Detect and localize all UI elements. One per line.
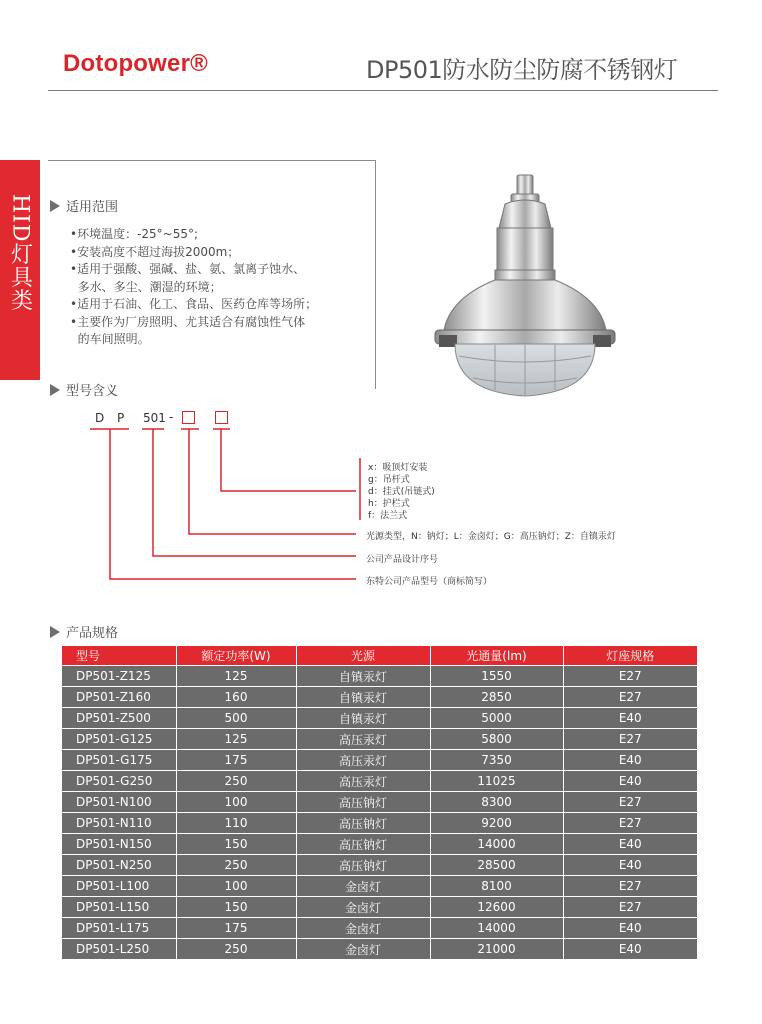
table-cell: 金卤灯	[296, 918, 430, 939]
table-row	[62, 918, 697, 939]
table-cell: DP501-N250	[62, 855, 176, 876]
table-row	[62, 708, 697, 729]
table-cell: 12600	[430, 897, 563, 918]
table-cell: DP501-G125	[62, 729, 176, 750]
table-cell: 5000	[430, 708, 563, 729]
usage-line: •环境温度：-25°~55°;	[70, 227, 199, 241]
table-cell: E27	[563, 666, 697, 687]
table-cell: 9200	[430, 813, 563, 834]
table-cell: 5800	[430, 729, 563, 750]
table-cell: DP501-Z125	[62, 666, 176, 687]
light-source-note: 光源类型，N：钠灯；L：金卤灯；G：高压钠灯；Z：自镇汞灯	[366, 532, 616, 542]
lamp-product-image	[425, 170, 625, 405]
table-cell: 高压钠灯	[296, 855, 430, 876]
table-cell: DP501-Z500	[62, 708, 176, 729]
triangle-bullet-icon	[50, 626, 60, 638]
table-cell: DP501-L175	[62, 918, 176, 939]
table-cell: E40	[563, 750, 697, 771]
table-cell: E40	[563, 939, 697, 960]
column-header-power: 额定功率(W)	[176, 646, 296, 666]
table-cell: 2850	[430, 687, 563, 708]
table-cell: 金卤灯	[296, 897, 430, 918]
table-cell: 高压钠灯	[296, 834, 430, 855]
table-cell: E27	[563, 813, 697, 834]
table-cell: DP501-N100	[62, 792, 176, 813]
table-row	[62, 876, 697, 897]
table-cell: E40	[563, 708, 697, 729]
table-cell: 自镇汞灯	[296, 708, 430, 729]
table-cell: 100	[176, 792, 296, 813]
table-cell: 250	[176, 855, 296, 876]
table-cell: 高压汞灯	[296, 729, 430, 750]
table-cell: 金卤灯	[296, 939, 430, 960]
table-row	[62, 792, 697, 813]
table-cell: E27	[563, 876, 697, 897]
table-cell: DP501-G175	[62, 750, 176, 771]
install-note-d: d：挂式(吊链式)	[368, 487, 435, 497]
table-row	[62, 666, 697, 687]
table-cell: E40	[563, 771, 697, 792]
table-cell: 100	[176, 876, 296, 897]
table-cell: 21000	[430, 939, 563, 960]
table-cell: 8300	[430, 792, 563, 813]
table-cell: 8100	[430, 876, 563, 897]
table-cell: 金卤灯	[296, 876, 430, 897]
table-cell: 500	[176, 708, 296, 729]
table-cell: E27	[563, 792, 697, 813]
table-cell: 125	[176, 666, 296, 687]
table-cell: 自镇汞灯	[296, 666, 430, 687]
model-code-501: 501	[143, 411, 166, 425]
table-cell: 高压汞灯	[296, 771, 430, 792]
table-cell: 250	[176, 939, 296, 960]
install-note-x: x：吸顶灯安装	[368, 463, 428, 473]
model-heading: 型号含义	[50, 380, 118, 399]
page-title: DP501防水防尘防腐不锈钢灯	[366, 56, 678, 84]
table-cell: 250	[176, 771, 296, 792]
brand-logo: Dotopower®	[63, 50, 209, 77]
table-cell: 175	[176, 918, 296, 939]
table-row	[62, 939, 697, 960]
table-cell: E27	[563, 687, 697, 708]
usage-line: 多水、多尘、潮湿的环境；	[70, 279, 222, 294]
table-cell: DP501-L250	[62, 939, 176, 960]
usage-line: •主要作为厂房照明、尤其适合有腐蚀性气体	[70, 314, 306, 329]
table-cell: 28500	[430, 855, 563, 876]
table-cell: 高压钠灯	[296, 792, 430, 813]
table-cell: 1550	[430, 666, 563, 687]
table-cell: 11025	[430, 771, 563, 792]
usage-list	[70, 226, 370, 349]
table-cell: DP501-L150	[62, 897, 176, 918]
model-code-p: P	[117, 411, 125, 425]
install-type-placeholder-box	[215, 411, 228, 424]
table-cell: 110	[176, 813, 296, 834]
design-number-note: 公司产品设计序号	[366, 555, 439, 565]
table-cell: E27	[563, 897, 697, 918]
company-model-note: 东特公司产品型号（商标简写）	[366, 577, 493, 587]
category-side-tab	[0, 160, 40, 380]
usage-heading: 适用范围	[50, 196, 118, 215]
usage-line: 的车间照明。	[70, 332, 150, 346]
table-cell: 150	[176, 834, 296, 855]
column-header-model: 型号	[62, 646, 176, 666]
table-cell: DP501-N110	[62, 813, 176, 834]
table-cell: E40	[563, 918, 697, 939]
table-cell: E27	[563, 729, 697, 750]
table-cell: 175	[176, 750, 296, 771]
usage-line: •适用于强酸、强碱、盐、氨、氯离子蚀水、	[70, 262, 306, 276]
model-code-d: D	[95, 411, 105, 425]
light-source-placeholder-box	[182, 411, 195, 424]
triangle-bullet-icon	[50, 200, 60, 212]
table-cell: 高压汞灯	[296, 750, 430, 771]
table-cell: DP501-L100	[62, 876, 176, 897]
spec-table	[62, 646, 697, 959]
table-cell: DP501-Z160	[62, 687, 176, 708]
table-row	[62, 834, 697, 855]
install-note-h: h：护栏式	[368, 499, 410, 509]
table-cell: 160	[176, 687, 296, 708]
table-cell: 125	[176, 729, 296, 750]
category-label: HID灯具类	[7, 194, 33, 312]
install-note-g: g：吊杆式	[368, 475, 410, 485]
table-cell: DP501-N150	[62, 834, 176, 855]
spec-table-header	[62, 646, 697, 666]
header-divider	[48, 90, 718, 91]
install-note-f: f：法兰式	[368, 511, 408, 521]
table-cell: 自镇汞灯	[296, 687, 430, 708]
table-row	[62, 729, 697, 750]
table-cell: 14000	[430, 834, 563, 855]
table-row	[62, 897, 697, 918]
table-cell: 高压钠灯	[296, 813, 430, 834]
column-header-luminous-flux: 光通量(lm)	[430, 646, 563, 666]
table-cell: E40	[563, 834, 697, 855]
table-cell: E40	[563, 855, 697, 876]
table-cell: 14000	[430, 918, 563, 939]
table-cell: 150	[176, 897, 296, 918]
model-code-dash: -	[169, 410, 174, 424]
usage-line: •安装高度不超过海拔2000m；	[70, 244, 240, 259]
spec-heading: 产品规格	[50, 622, 118, 641]
table-row	[62, 750, 697, 771]
triangle-bullet-icon	[50, 384, 60, 396]
table-cell: 7350	[430, 750, 563, 771]
table-cell: DP501-G250	[62, 771, 176, 792]
table-row	[62, 813, 697, 834]
column-header-light-source: 光源	[296, 646, 430, 666]
table-row	[62, 771, 697, 792]
usage-line: •适用于石油、化工、食品、医药仓库等场所；	[70, 297, 318, 311]
table-row	[62, 855, 697, 876]
table-row	[62, 687, 697, 708]
column-header-lamp-base: 灯座规格	[563, 646, 697, 666]
